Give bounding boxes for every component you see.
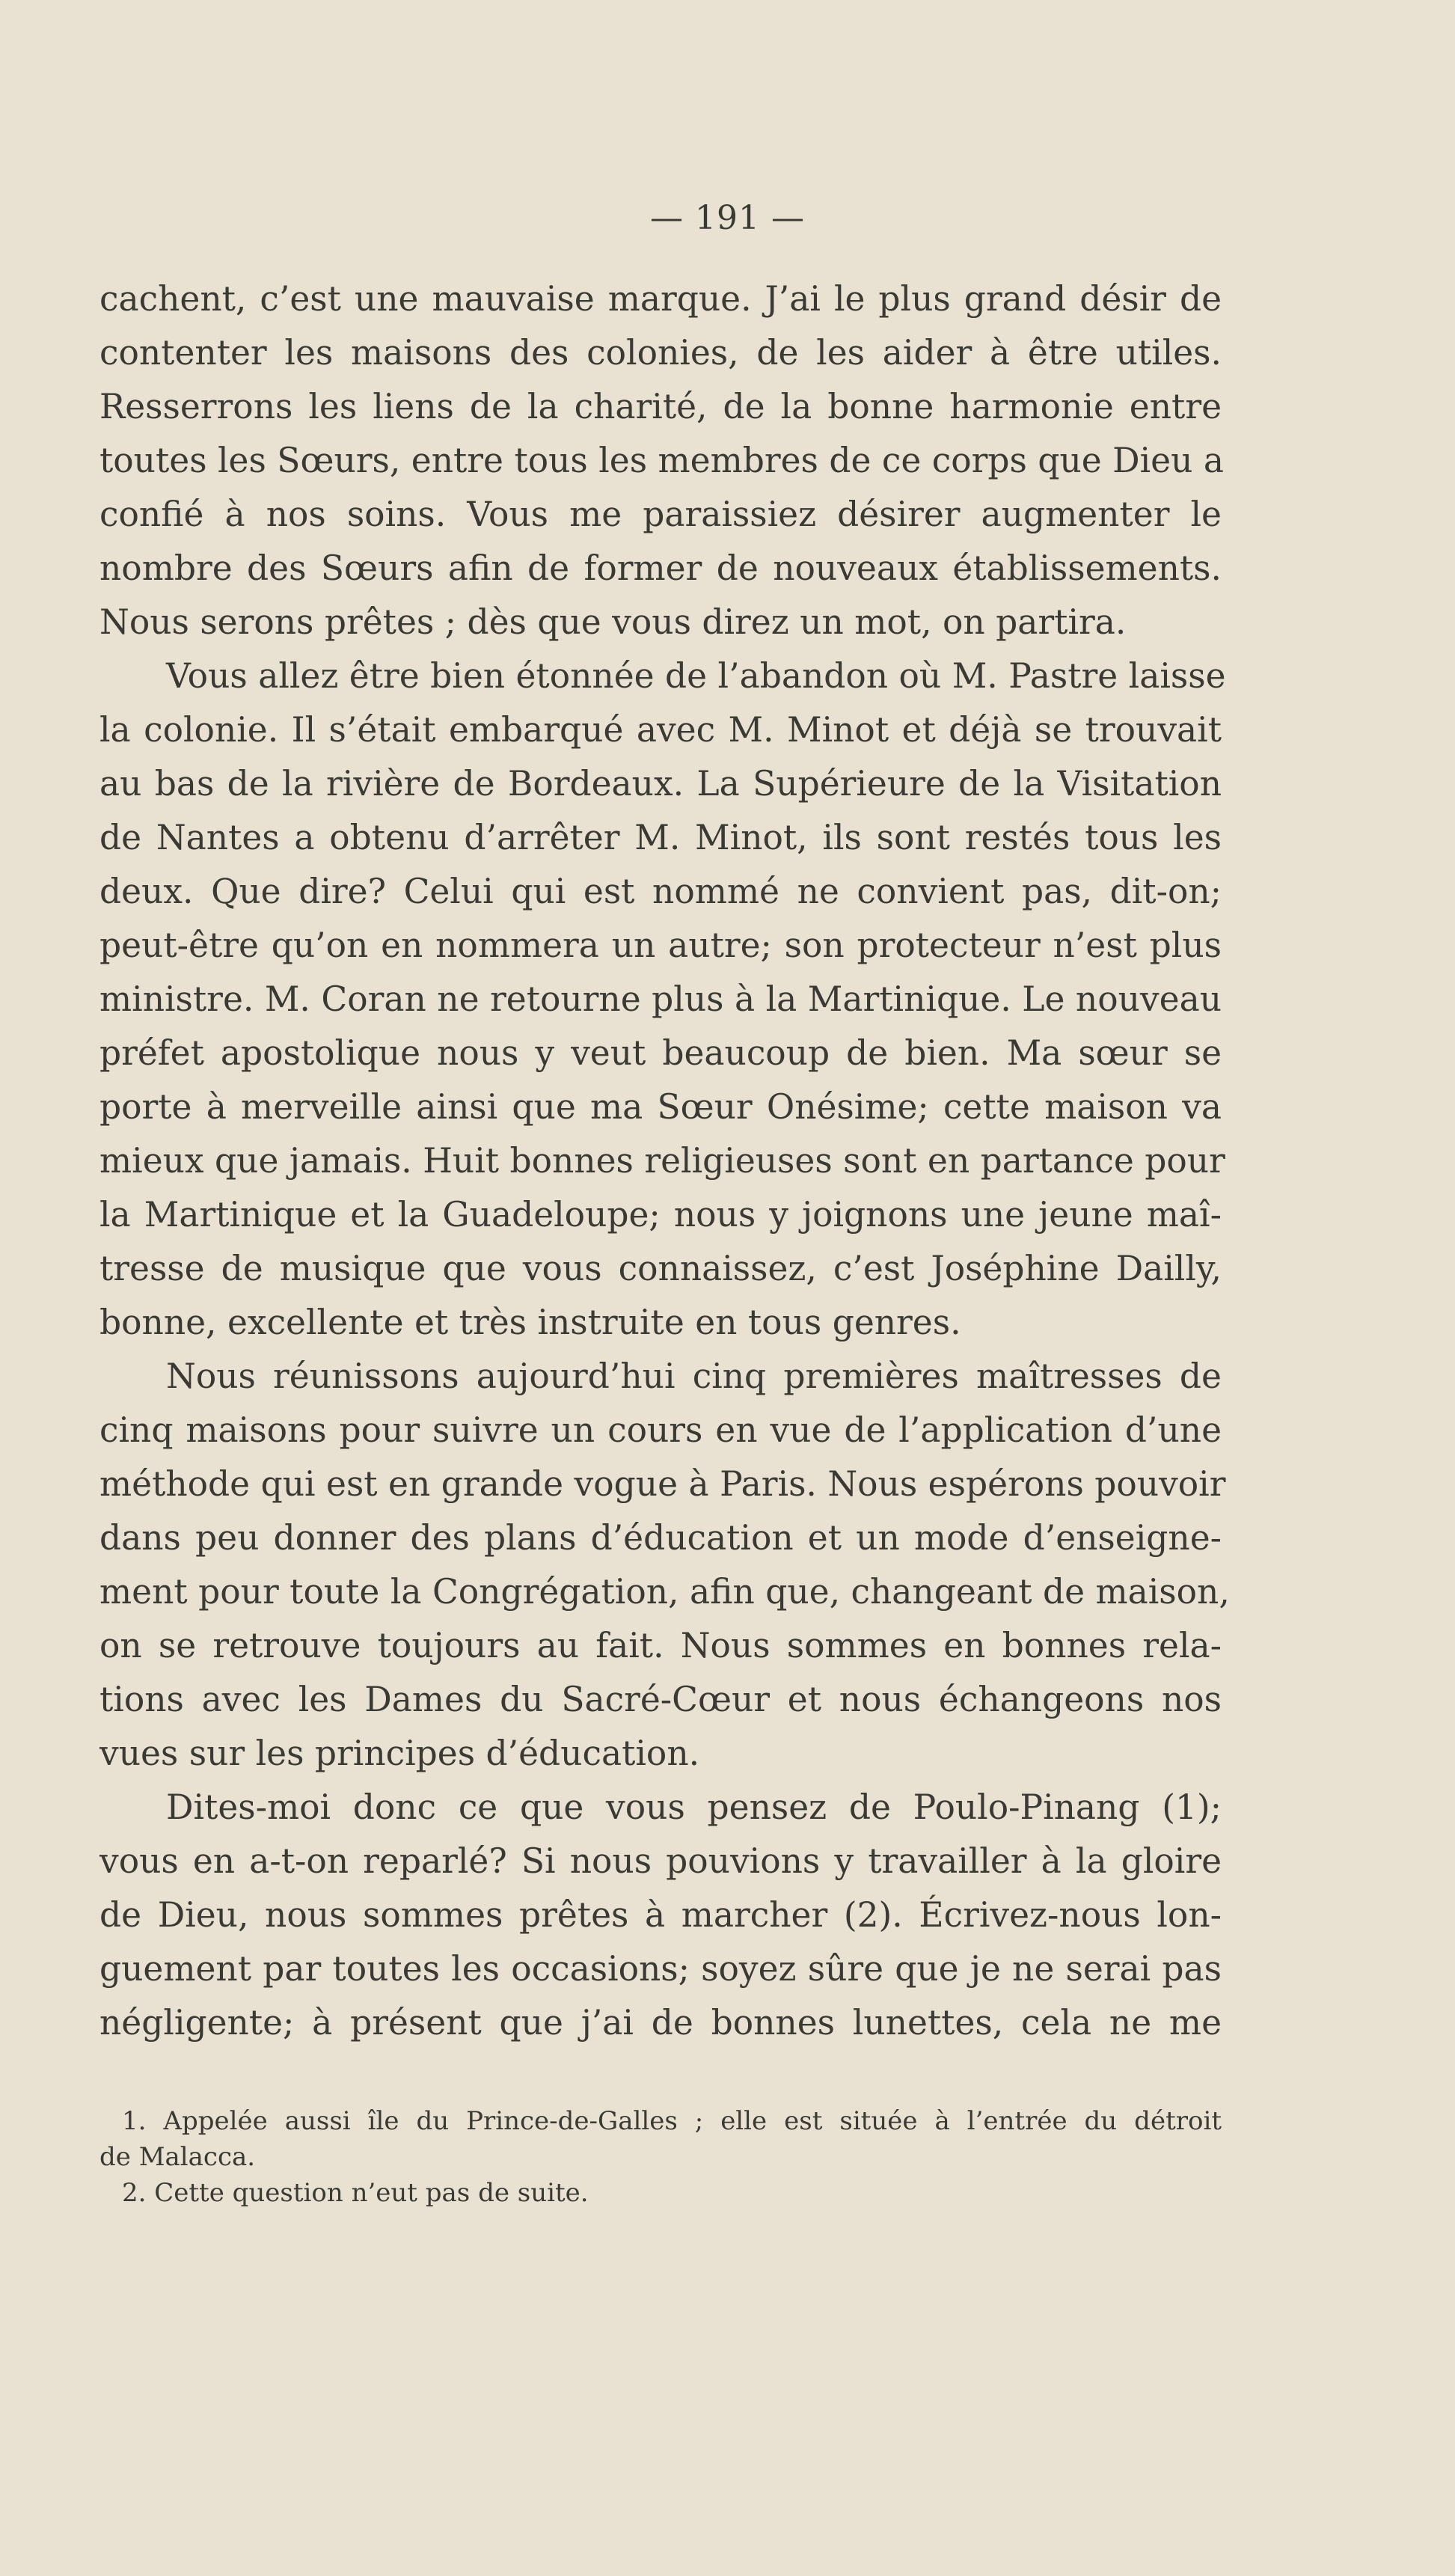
text-line: vues sur les principes d’éducation. [99, 1734, 700, 1773]
paragraph [99, 1350, 1230, 1781]
paragraph [99, 649, 1226, 1350]
text-line: de Nantes a obtenu d’arrêter M. Minot, ils sont restés tous les [99, 818, 1222, 857]
text-line: préfet apostolique nous y veut beaucoup de bien. Ma sœur se [99, 1033, 1222, 1073]
text-line: contenter les maisons des colonies, de les aider à être utiles. [99, 333, 1222, 373]
footnote-line: 2. Cette question n’eut pas de suite. [122, 2178, 589, 2208]
footnote-line: de Malacca. [99, 2142, 256, 2172]
text-line: peut-être qu’on en nommera un autre; son protecteur n’est plus [99, 926, 1222, 965]
text-line: on se retrouve toujours au fait. Nous sommes en bonnes rela- [99, 1626, 1222, 1665]
text-line: cachent, c’est une mauvaise marque. J’ai le plus grand désir de [99, 279, 1222, 319]
footnote-2 [99, 2175, 1222, 2211]
text-line: Nous réunissons aujourd’hui cinq premières maîtresses de [166, 1356, 1222, 1396]
text-line: porte à merveille ainsi que ma Sœur Onésime; cette maison va [99, 1087, 1222, 1127]
text-line: cinq maisons pour suivre un cours en vue de l’application d’une [99, 1410, 1222, 1450]
text-line: guement par toutes les occasions; soyez sûre que je ne serai pas [99, 1949, 1222, 1989]
text-line: Resserrons les liens de la charité, de la bonne harmonie entre [99, 387, 1222, 426]
text-line: vous en a-t-on reparlé? Si nous pouvions y travailler à la gloire [99, 1841, 1222, 1881]
body-text [99, 272, 1230, 2050]
footnote-line: 1. Appelée aussi île du Prince-de-Galles ; elle est située à l’entrée du détroit [122, 2106, 1222, 2136]
text-line: deux. Que dire? Celui qui est nommé ne convient pas, dit-on; [99, 872, 1222, 911]
text-line: de Dieu, nous sommes prêtes à marcher (2). Écrivez-nous lon- [99, 1895, 1222, 1935]
text-line: toutes les Sœurs, entre tous les membres de ce corps que Dieu a [99, 441, 1224, 480]
text-line: confié à nos soins. Vous me paraissiez désirer augmenter le [99, 495, 1222, 534]
text-line: négligente; à présent que j’ai de bonnes lunettes, cela ne me [99, 2003, 1222, 2043]
text-line: tions avec les Dames du Sacré-Cœur et nous échangeons nos [99, 1680, 1222, 1719]
text-line: la colonie. Il s’était embarqué avec M. Minot et déjà se trouvait [99, 710, 1222, 750]
text-line: Vous allez être bien étonnée de l’abandon où M. Pastre laisse [166, 656, 1226, 696]
text-line: Nous serons prêtes ; dès que vous direz un mot, on partira. [99, 602, 1127, 642]
paragraph [99, 1781, 1222, 2050]
text-line: nombre des Sœurs afin de former de nouveaux établissements. [99, 548, 1222, 588]
text-line: ministre. M. Coran ne retourne plus à la Martinique. Le nouveau [99, 979, 1222, 1019]
text-line: tresse de musique que vous connaissez, c’est Joséphine Dailly, [99, 1249, 1222, 1288]
text-line: mieux que jamais. Huit bonnes religieuses sont en partance pour [99, 1141, 1225, 1181]
text-line: au bas de la rivière de Bordeaux. La Supérieure de la Visitation [99, 764, 1222, 804]
paragraph [99, 272, 1222, 649]
text-line: dans peu donner des plans d’éducation et un mode d’enseigne- [99, 1518, 1222, 1558]
text-line: la Martinique et la Guadeloupe; nous y joignons une jeune maî- [99, 1195, 1222, 1235]
footnote-1 [99, 2103, 1222, 2175]
text-line: méthode qui est en grande vogue à Paris. Nous espérons pouvoir [99, 1464, 1226, 1504]
footnotes [99, 2103, 1222, 2211]
text-line: Dites-moi donc ce que vous pensez de Poulo-Pinang (1); [166, 1787, 1222, 1827]
page-number: — 191 — [650, 199, 805, 237]
text-line: ment pour toute la Congrégation, afin que, changeant de maison, [99, 1572, 1230, 1612]
text-line: bonne, excellente et très instruite en tous genres. [99, 1303, 961, 1342]
